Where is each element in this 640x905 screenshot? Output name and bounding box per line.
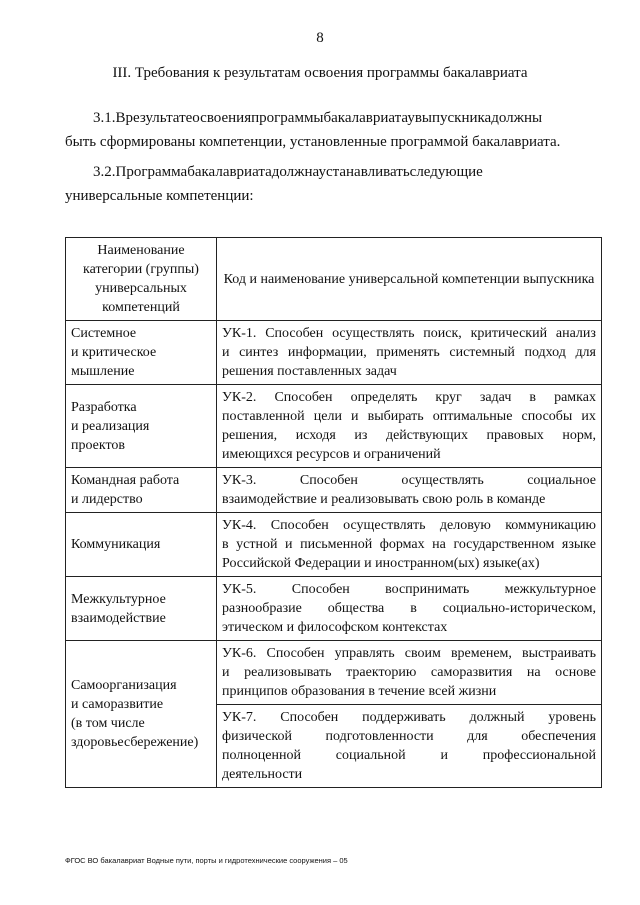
paragraph-3-1 (65, 106, 600, 154)
word: для (575, 345, 596, 360)
word: поставленной (222, 409, 305, 424)
table-row (66, 577, 602, 641)
word: траекторию (346, 665, 417, 680)
word: управлять (334, 646, 395, 661)
word: у (407, 110, 415, 126)
word: В (115, 110, 126, 126)
word: на (432, 537, 446, 552)
word: деловую (439, 518, 491, 533)
category-line: и критическое (71, 345, 157, 360)
competence-line: принципов образования в течение всей жизни (222, 684, 497, 699)
word: бакалавриата (187, 164, 272, 180)
word: рамках (554, 390, 596, 405)
competence-line (222, 599, 596, 618)
category-line: и лидерство (71, 492, 143, 507)
word: правовых (486, 428, 544, 443)
competence-line (222, 746, 596, 765)
word: Способен (280, 710, 339, 725)
competence-cell (217, 513, 602, 577)
word: Способен (299, 473, 358, 488)
word: в (222, 537, 229, 552)
word: профессиональной (482, 748, 596, 763)
word: подход (524, 345, 566, 360)
word: применять (376, 345, 440, 360)
competence-line (222, 388, 596, 407)
word: коммуникацию (505, 518, 596, 533)
word: и (222, 345, 230, 360)
word: их (581, 409, 596, 424)
category-line: здоровьесбережение) (71, 735, 199, 750)
word: системный (449, 345, 515, 360)
competence-line (222, 343, 596, 362)
category-line: мышление (71, 364, 135, 379)
word: подготовленности (325, 729, 434, 744)
table-row (66, 385, 602, 468)
word: и (285, 537, 293, 552)
word: из (354, 428, 368, 443)
competence-cell (217, 321, 602, 385)
word: поддерживать (362, 710, 446, 725)
category-cell (66, 321, 217, 385)
word: саморазвития (430, 665, 513, 680)
paragraph-3-1-line-2: быть сформированы компетенции, установленные программой бакалавриата. (65, 134, 561, 150)
word: исходя (295, 428, 336, 443)
word: способы (521, 409, 573, 424)
word: анализ (555, 326, 596, 341)
word: бакалавриата (323, 110, 408, 126)
table-row (66, 641, 602, 705)
section-title: III. Требования к результатам освоения программы бакалавриата (112, 65, 528, 81)
competence-line: взаимодействие и реализовывать свою роль в команде (222, 492, 546, 507)
word: выстраивать (521, 646, 596, 661)
category-line: Разработка (71, 399, 137, 415)
word: определять (350, 390, 418, 405)
word: УК-5. (222, 582, 257, 597)
competence-line: имеющихся ресурсов и ограничений (222, 447, 441, 462)
competence-line (222, 426, 596, 445)
word: УК-3. (222, 473, 257, 488)
category-line: и реализация (71, 418, 150, 434)
category-line: Системное (71, 326, 137, 341)
word: разнообразие (222, 601, 302, 616)
word: осуществлять (343, 518, 426, 533)
word: Способен (291, 582, 350, 597)
word: устанавливать (318, 164, 410, 180)
word: синтез (239, 345, 279, 360)
competence-line (222, 727, 596, 746)
competence-line: деятельности (222, 767, 303, 782)
word: Способен (265, 326, 324, 341)
word: УК-6. (222, 646, 257, 661)
word: норм, (562, 428, 596, 443)
word: должна (271, 164, 319, 180)
word: устной (236, 537, 278, 552)
word: письменной (300, 537, 373, 552)
word: оптимальные (432, 409, 513, 424)
word: должный (469, 710, 525, 725)
word: Программа (115, 164, 188, 180)
word: и (222, 665, 230, 680)
word: реализовывать (244, 665, 332, 680)
table-row (66, 468, 602, 513)
word: осуществлять (401, 473, 484, 488)
word: информации, (287, 345, 367, 360)
word: выбирать (367, 409, 424, 424)
word: формах (379, 537, 425, 552)
word: социальной (335, 748, 406, 763)
word: УК-4. (222, 518, 257, 533)
competence-line (222, 516, 596, 535)
word: результате (125, 110, 193, 126)
word: программы (251, 110, 324, 126)
word: и (440, 748, 448, 763)
category-line: Межкультурное (71, 591, 166, 607)
competence-cell (217, 577, 602, 641)
word: межкультурное (504, 582, 596, 597)
word: должны (491, 110, 543, 126)
word: в (410, 601, 417, 616)
competence-line (222, 407, 596, 426)
competence-cell (217, 468, 602, 513)
word: своим (404, 646, 441, 661)
word: действующих (385, 428, 468, 443)
word: 3.1. (93, 110, 116, 126)
word: круг (435, 390, 462, 405)
word: в (529, 390, 537, 405)
category-line: Коммуникация (71, 537, 161, 552)
word: и (351, 409, 359, 424)
word: воспринимать (385, 582, 470, 597)
word: уровень (548, 710, 596, 725)
page-number: 8 (316, 30, 324, 46)
competence-line (222, 580, 596, 599)
competence-line (222, 471, 596, 490)
word: следующие (409, 164, 483, 180)
word: поиск, (423, 326, 462, 341)
table-row (66, 513, 602, 577)
word: на (526, 665, 541, 680)
competence-line: этическом и философском контекстах (222, 620, 448, 635)
word: 3.2. (93, 164, 116, 180)
competence-cell (217, 705, 602, 788)
category-line: взаимодействие (71, 610, 166, 626)
word: цели (313, 409, 342, 424)
category-cell (66, 513, 217, 577)
category-cell (66, 577, 217, 641)
competence-cell (217, 641, 602, 705)
word: основе (555, 665, 596, 680)
paragraph-3-2-line-2: универсальные компетенции: (65, 188, 254, 204)
word: решения, (222, 428, 278, 443)
category-line: Самоорганизация (71, 678, 177, 693)
footer-note: ФГОС ВО бакалавриат Водные пути, порты и гидротехнические сооружения – 05 (65, 856, 348, 865)
word: осуществлять (332, 326, 415, 341)
competence-line (222, 324, 596, 343)
competence-line (222, 535, 596, 554)
word: общества (327, 601, 385, 616)
word: освоения (192, 110, 252, 126)
competence-line (222, 708, 596, 727)
word: физической (222, 729, 292, 744)
table-row (66, 321, 602, 385)
category-cell (66, 641, 217, 788)
word: Способен (270, 518, 329, 533)
word: языке (561, 537, 596, 552)
paragraph-3-2-line-1 (65, 160, 600, 184)
word: социальное (527, 473, 596, 488)
category-line: и саморазвитие (71, 697, 164, 712)
table-header-row (66, 238, 602, 321)
competence-line (222, 663, 596, 682)
category-cell (66, 468, 217, 513)
word: для (467, 729, 488, 744)
category-line: Командная работа (71, 473, 180, 488)
word: государственном (453, 537, 555, 552)
word: задач (479, 390, 512, 405)
competencies-table (65, 237, 602, 788)
word: УК-7. (222, 710, 257, 725)
word: критический (470, 326, 548, 341)
competence-line: решения поставленных задач (222, 364, 397, 379)
word: полноценной (222, 748, 301, 763)
header-competence: Код и наименование универсальной компетенции выпускника (217, 238, 602, 321)
word: выпускника (414, 110, 492, 126)
word: обеспечения (521, 729, 596, 744)
word: Способен (274, 390, 333, 405)
word: социально-историческом, (442, 601, 596, 616)
competence-cell (217, 385, 602, 468)
paragraph-3-1-line-1 (65, 106, 600, 130)
paragraph-3-2 (65, 160, 600, 208)
competence-line: Российской Федерации и иностранном(ых) языке(ах) (222, 556, 540, 571)
competence-line (222, 644, 596, 663)
word: временем, (450, 646, 512, 661)
word: УК-2. (222, 390, 257, 405)
table-body (66, 321, 602, 788)
header-category: Наименование категории (группы) универсальных компетенций (66, 238, 217, 321)
word: Способен (266, 646, 325, 661)
category-line: проектов (71, 437, 126, 453)
category-line: (в том числе (71, 716, 145, 731)
word: УК-1. (222, 326, 257, 341)
category-cell (66, 385, 217, 468)
